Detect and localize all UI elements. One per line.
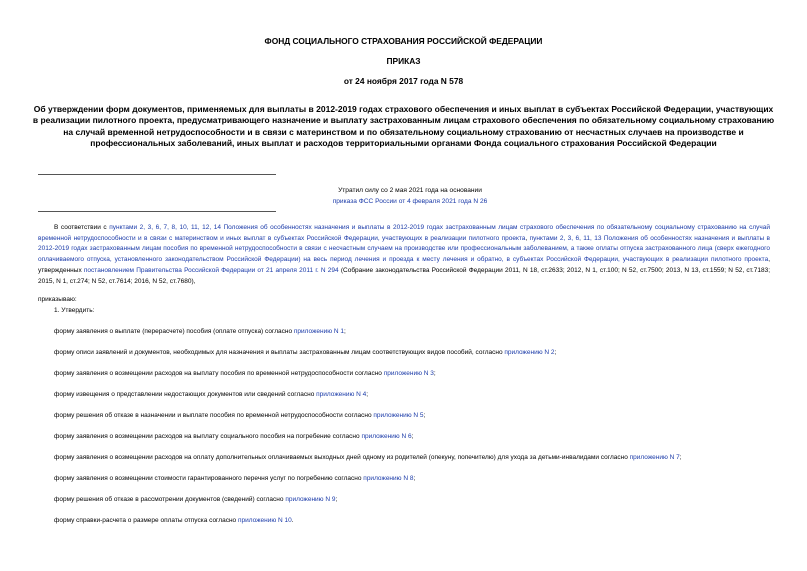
organization-name: ФОНД СОЦИАЛЬНОГО СТРАХОВАНИЯ РОССИЙСКОЙ ФЕДЕРАЦИИ [264,36,543,46]
list-item-text: форму заявления о возмещении стоимости гарантированного перечня услуг по погребению согласно [54,475,364,482]
preamble-link-regulation-2[interactable]: пунктами 2, 3, 6, 11, 13 Положения об особенностях назначения и выплаты в 2012-2019 годах застрахованным лицам пособия по временной нетрудоспособности в связи с несчастным случаем на производстве или профессиональным заболеванием, а также оплаты отпуска застрахованного лица (сверх ежегодного оплачиваемого отпуска, установленного законодательством Российской Федерации) на весь период лечения и проезда к месту лечения и обратно, в субъектах Российской Федерации, участвующих в реализации пилотного проекта [38,234,770,264]
appendix-link[interactable]: приложению N 6 [361,433,412,440]
list-item-tail: ; [423,412,426,419]
list-item [54,474,415,483]
list-item [54,453,682,462]
status-note-text: Утратил силу со 2 мая 2021 года на основании [338,187,482,194]
appendix-link[interactable]: приложению N 4 [316,391,367,398]
list-item [54,516,294,525]
list-item-tail: ; [344,328,346,335]
document-type: ПРИКАЗ [386,56,421,66]
appendix-link[interactable]: приложению N 8 [363,475,414,482]
list-item [54,369,436,378]
preamble-text: , [525,234,530,242]
list-item [54,390,368,399]
preamble-text: , утвержденных [38,256,770,274]
list-item-text: форму решения об отказе в назначении и выплате пособия по временной нетрудоспособности согласно [54,412,374,419]
preamble-text: (Собрание законодательства Российской Федерации 2011, N 18, ст.2633; 2012, N 1, ст.100; N 52, ст.7500; 2013, N 13, ст.1559; N 52, ст.7183; 2015, N 1, ст.274; N 52, ст.7614; 2016, N 52, ст.7680), [38,266,771,285]
list-item-text: форму справки-расчета о размере оплаты отпуска согласно [54,517,238,524]
separator-top [38,174,276,175]
list-item-tail: ; [411,433,414,440]
list-item-tail: ; [335,496,338,503]
list-item-tail: ; [433,370,436,377]
preamble-link-regulation-1[interactable]: пунктами 2, 3, 6, 7, 8, 10, 11, 12, 14 Положения об особенностях назначения и выплаты в 2012-2019 годах застрахованным лицам страхового обеспечения по обязательному социальному страхованию на случай временной нетрудоспособности и в связи с материнством и иных выплат в субъектах Российской Федерации, участвующих в реализации пилотного проекта [38,224,770,242]
list-item-text: форму извещения о представлении недостающих документов или сведений согласно [54,391,317,398]
list-item-text: форму заявления о выплате (перерасчете) пособия (оплате отпуска) согласно [54,328,294,335]
document-title: Об утверждении форм документов, применяемых для выплаты в 2012-2019 годах страхового обеспечения и иных выплат в субъектах Российской Федерации, участвующих в реализации пилотного проекта, предусматривающего назначение и выплату застрахованным лицам страхового обеспечения по обязательному социальному страхованию на случай временной нетрудоспособности и в связи с материнством и по обязательному социальному страхованию от несчастных случаев на производстве и профессиональных заболеваний, иных выплат и расходов территориальными органами Фонда социального страхования Российской Федерации [32,104,775,148]
list-item-tail: ; [366,391,369,398]
list-item [54,411,425,420]
appendix-link[interactable]: приложению N 1 [293,328,345,335]
list-item [54,432,413,441]
list-item-text: форму заявления о возмещении расходов на оплату дополнительных оплачиваемых выходных дней одному из родителей (опекуну, попечителю) для ухода за детьми-инвалидами согласно [54,454,630,461]
appendix-link[interactable]: приложению N 10 [237,517,292,524]
list-item-tail: ; [679,454,682,461]
list-item-tail: ; [554,349,557,356]
list-item-tail: ; [413,475,416,482]
status-note-link[interactable]: приказа ФСС России от 4 февраля 2021 года N 26 [332,197,488,205]
list-item [54,348,556,357]
list-item-text: форму решения об отказе в рассмотрении документов (сведений) согласно [54,496,286,503]
appendix-link[interactable]: приложению N 7 [629,454,680,461]
status-note [300,186,520,207]
appendix-link[interactable]: приложению N 9 [285,496,336,503]
preamble-link-resolution[interactable]: постановлением Правительства Российской Федерации от 21 апреля 2011 г. N 294 [83,266,339,274]
appendix-link[interactable]: приложению N 5 [373,412,424,419]
document-date-number: от 24 ноября 2017 года N 578 [343,76,464,86]
preamble-text: В соответствии с [54,224,110,231]
list-item-text: форму заявления о возмещении расходов на выплату социального пособия на погребение согласно [54,433,362,440]
list-item [54,327,346,336]
list-item-text: форму описи заявлений и документов, необходимых для назначения и выплаты застрахованным лицам соответствующих видов пособий, согласно [54,349,505,356]
approve-clause: 1. Утвердить: [54,307,95,314]
list-item-tail: . [291,517,294,524]
separator-bottom [38,211,276,212]
appendix-link[interactable]: приложению N 2 [504,349,555,356]
preamble-paragraph [38,223,770,287]
order-word: приказываю: [38,296,77,303]
list-item-text: форму заявления о возмещении расходов на выплату пособия по временной нетрудоспособности согласно [54,370,384,377]
appendix-link[interactable]: приложению N 3 [383,370,434,377]
list-item [54,495,337,504]
